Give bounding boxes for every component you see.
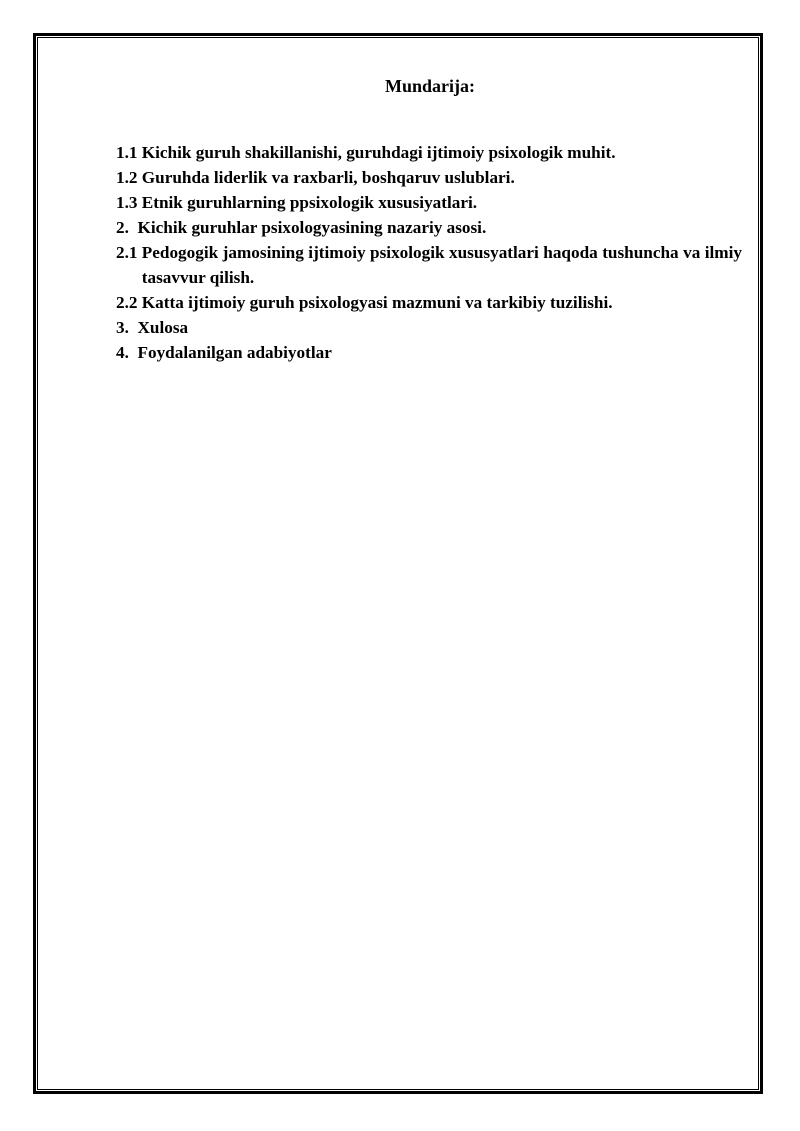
toc-entry-text: Xulosa <box>137 318 189 337</box>
toc-entry <box>116 240 742 290</box>
toc-entry-text: Guruhda liderlik va raxbarli, boshqaruv uslublari. <box>141 168 515 187</box>
toc-entry-number: 4. <box>116 343 138 362</box>
toc-entry-number: 1.2 <box>116 168 142 187</box>
toc-entry <box>116 290 742 315</box>
toc-entry-text: Kichik guruhlar psixologyasining nazariy asosi. <box>137 218 487 237</box>
toc-entry <box>116 165 742 190</box>
toc-entry-number: 2.2 <box>116 293 142 312</box>
toc-entry-number: 1.3 <box>116 193 142 212</box>
toc-entry-number: 2. <box>116 218 138 237</box>
table-of-contents <box>116 140 742 365</box>
toc-entry-number: 2.1 <box>116 243 142 262</box>
toc-entry-number: 3. <box>116 318 138 337</box>
toc-entry-number: 1.1 <box>116 143 142 162</box>
toc-entry-text: Katta ijtimoiy guruh psixologyasi mazmuni va tarkibiy tuzilishi. <box>141 293 613 312</box>
toc-entry <box>116 140 742 165</box>
toc-entry-text: Pedogogik jamosining ijtimoiy psixologik xususyatlari haqoda tushuncha va ilmiy tasavvur qilish. <box>141 243 742 287</box>
toc-entry-text: Etnik guruhlarning ppsixologik xususiyatlari. <box>141 193 478 212</box>
toc-entry-text: Foydalanilgan adabiyotlar <box>137 343 332 362</box>
toc-entry <box>116 315 742 340</box>
toc-entry <box>116 215 742 240</box>
toc-entry <box>116 340 742 365</box>
toc-entry <box>116 190 742 215</box>
contents-title: Mundarija: <box>385 76 475 96</box>
toc-entry-text: Kichik guruh shakillanishi, guruhdagi ijtimoiy psixologik muhit. <box>141 143 616 162</box>
